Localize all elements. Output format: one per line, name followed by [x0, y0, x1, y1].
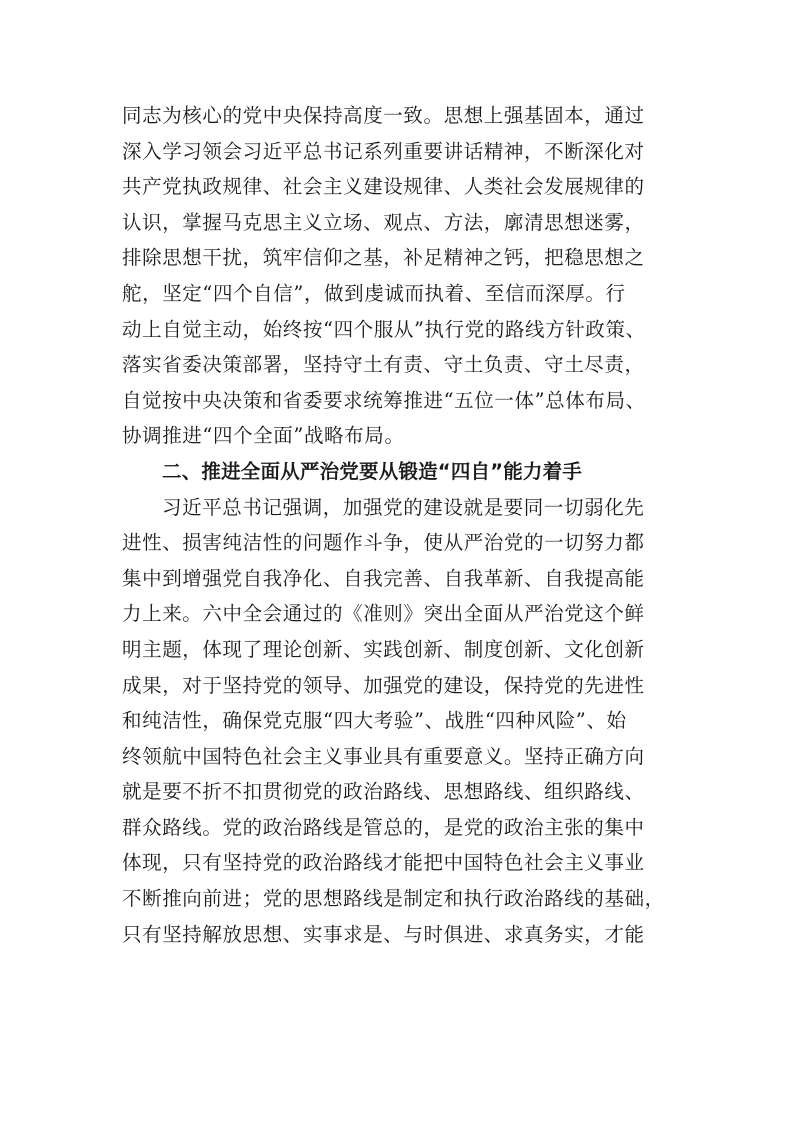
paragraph-2 [122, 490, 682, 953]
paragraph-line: 进性、损害纯洁性的问题作斗争，使从严治党的一切努力都 [122, 531, 645, 555]
paragraph-line: 体现，只有坚持党的政治路线才能把中国特色社会主义事业 [122, 851, 645, 875]
paragraph-line: 同志为核心的党中央保持高度一致。思想上强基固本，通过 [122, 104, 645, 127]
paragraph-line: 明主题，体现了理论创新、实践创新、制度创新、文化创新 [122, 637, 645, 661]
paragraph-line: 集中到增强党自我净化、自我完善、自我革新、自我提高能 [122, 566, 645, 590]
paragraph-line: 自觉按中央决策和省委要求统筹推进“五位一体”总体布局、 [122, 388, 646, 412]
document-body [122, 98, 682, 952]
section-heading: 二、推进全面从严治党要从锻造“四自”能力着手 [162, 459, 583, 483]
paragraph-line: 只有坚持解放思想、实事求是、与时俱进、求真务实，才能 [122, 922, 645, 946]
paragraph-line: 就是要不折不扣贯彻党的政治路线、思想路线、组织路线、 [122, 780, 645, 804]
paragraph-line: 舵，坚定“四个自信”，做到虔诚而执着、至信而深厚。行 [122, 281, 626, 305]
paragraph-line: 动上自觉主动，始终按“四个服从”执行党的路线方针政策、 [122, 317, 646, 341]
paragraph-line: 共产党执政规律、社会主义建设规律、人类社会发展规律的 [122, 175, 645, 199]
paragraph-line: 成果，对于坚持党的领导、加强党的建设，保持党的先进性 [122, 673, 645, 697]
paragraph-line: 落实省委决策部署，坚持守土有责、守土负责、守土尽责， [122, 353, 645, 377]
paragraph-line: 和纯洁性，确保党克服“四大考验”、战胜“四种风险”、始 [122, 709, 627, 733]
paragraph-line: 排除思想干扰，筑牢信仰之基，补足精神之钙，把稳思想之 [122, 246, 645, 270]
paragraph-line: 深入学习领会习近平总书记系列重要讲话精神，不断深化对 [122, 139, 645, 163]
paragraph-line: 终领航中国特色社会主义事业具有重要意义。坚持正确方向 [122, 744, 645, 768]
paragraph-line: 习近平总书记强调，加强党的建设就是要同一切弱化先 [162, 495, 645, 519]
paragraph-line: 认识，掌握马克思主义立场、观点、方法，廓清思想迷雾， [122, 210, 645, 234]
paragraph-line: 协调推进“四个全面”战略布局。 [122, 424, 405, 448]
paragraph-1 [122, 98, 682, 454]
paragraph-line: 不断推向前进；党的思想路线是制定和执行政治路线的基础， [122, 887, 665, 911]
paragraph-line: 力上来。六中全会通过的《准则》突出全面从严治党这个鲜 [122, 602, 645, 626]
paragraph-line: 群众路线。党的政治路线是管总的，是党的政治主张的集中 [122, 815, 645, 839]
